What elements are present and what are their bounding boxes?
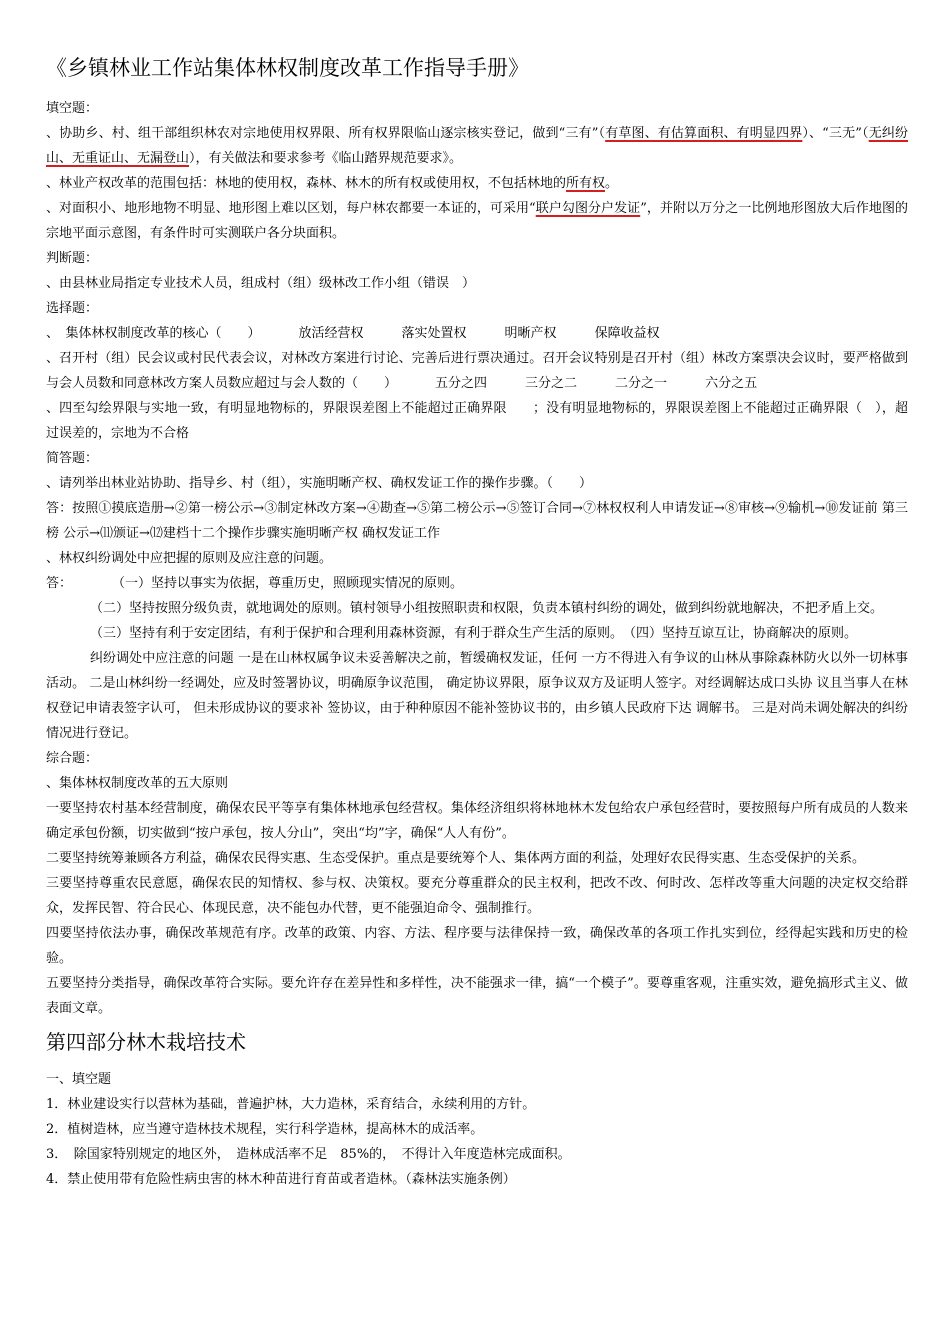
principle-1: 一要坚持农村基本经营制度，确保农民平等享有集体林地承包经营权。集体经济组织将林地林木发包给农户承包经营时，要按照每户所有成员的人数来确定承包份额，切实做到“按户承包，按人分山”，突出“均”字，确保“人人有份”。 xyxy=(46,801,908,841)
underlined-answer: 有草图、有估算面积、有明显四界 xyxy=(605,126,803,141)
short-answer-2-part-1 xyxy=(46,571,908,596)
question-text: 、召开村（组）民会议或村民代表会议，对林改方案进行讨论、完善后进行票决通过。召开会议特别是召开村（组）林改方案票决会议时，要严格做到与会人员数和同意林改方案人员数应超过与会人数的（ ） xyxy=(46,351,908,391)
fill-item-3 xyxy=(46,196,908,246)
answer-label: 答： xyxy=(46,576,73,591)
short-answer-2-part-2: （二）坚持按照分级负责，就地调处的原则。镇村领导小组按照职责和权限，负责本镇村纠纷的调处，做到纠纷就地解决，不把矛盾上交。 xyxy=(90,601,884,616)
principle-3: 三要坚持尊重农民意愿，确保农民的知情权、参与权、决策权。要充分尊重群众的民主权利，把改不改、何时改、怎样改等重大问题的决定权交给群众，发挥民智、符合民心、体现民意，决不能包办代替，更不能强迫命令、强制推行。 xyxy=(46,876,908,916)
fill-heading: 填空题： xyxy=(46,101,99,116)
option: 三分之二 xyxy=(525,376,578,391)
principle-2: 二要坚持统筹兼顾各方利益，确保农民得实惠、生态受保护。重点是要统筹个人、集体两方面的利益，处理好农民得实惠、生态受保护的关系。 xyxy=(46,851,866,866)
option: 六分之五 xyxy=(705,376,758,391)
text-run: 、对面积小、地形地物不明显、地形图上难以区划，每户林农都要一本证的，可采用“ xyxy=(46,201,536,216)
option: 放活经营权 xyxy=(298,326,364,341)
document-page xyxy=(46,50,908,1192)
part-4-item-2: 2．植树造林，应当遵守造林技术规程，实行科学造林，提高林木的成活率。 xyxy=(46,1122,484,1137)
fill-item-2 xyxy=(46,171,908,196)
judge-item-1: 、由县林业局指定专业技术人员，组成村（组）级林改工作小组（错误 ） xyxy=(46,276,476,291)
judge-heading: 判断题： xyxy=(46,251,99,266)
short-question-1: 、请列举出林业站协助、指导乡、村（组），实施明晰产权、确权发证工作的操作步骤。（ ） xyxy=(46,476,593,491)
short-heading: 简答题： xyxy=(46,451,99,466)
underlined-answer: 所有权 xyxy=(566,176,606,191)
text-run: 、林业产权改革的范围包括：林地的使用权，森林、林木的所有权或使用权，不包括林地的 xyxy=(46,176,567,191)
option: 明晰产权 xyxy=(504,326,557,341)
choice-item-3: 、四至勾绘界限与实地一致，有明显地物标的，界限误差图上不能超过正确界限 ；没有明显地物标的，界限误差图上不能超过正确界限（ ），超过误差的，宗地为不合格 xyxy=(46,401,908,441)
short-question-2: 、林权纠纷调处中应把握的原则及应注意的问题。 xyxy=(46,551,333,566)
short-answer-2-part-4: 纠纷调处中应注意的问题 一是在山林权属争议未妥善解决之前，暂缓确权发证，任何 一方不得进入有争议的山林从事除森林防火以外一切林事活动。 二是山林纠纷一经调处，应及时签署协议，明确原争议范围， 确定协议界限，原争议双方及证明人签字。对经调解达成口头协 议且当事人在林权登记申请表签字认可， 但未形成协议的要求补 签协议，由于种种原因不能补签协议书的，由乡镇人民政府下达 调解书。 三是对尚未调处解决的纠纷情况进行登记。 xyxy=(46,651,908,741)
comprehensive-heading: 综合题： xyxy=(46,751,99,766)
text-run: （一）坚持以事实为依据，尊重历史，照顾现实情况的原则。 xyxy=(112,576,464,591)
choice-item-2 xyxy=(46,346,908,396)
choice-item-1 xyxy=(46,321,908,346)
part-4-item-4: 4．禁止使用带有危险性病虫害的林木种苗进行育苗或者造林。（森林法实施条例） xyxy=(46,1172,516,1187)
option: 落实处置权 xyxy=(401,326,467,341)
principle-4: 四要坚持依法办事，确保改革规范有序。改革的政策、内容、方法、程序要与法律保持一致，确保改革的各项工作扎实到位，经得起实践和历史的检验。 xyxy=(46,926,908,966)
part-4-fill-heading: 一、填空题 xyxy=(46,1072,112,1087)
text-run: 。 xyxy=(605,176,619,191)
document-title: 《乡镇林业工作站集体林权制度改革工作指导手册》 xyxy=(46,56,529,80)
underlined-answer: 联户勾图分户发证 xyxy=(535,201,641,216)
principle-5: 五要坚持分类指导，确保改革符合实际。要允许存在差异性和多样性，决不能强求一律，搞“一个模子”。要尊重客观，注重实效，避免搞形式主义、做表面文章。 xyxy=(46,976,908,1016)
option: 五分之四 xyxy=(435,376,488,391)
choice-heading: 选择题： xyxy=(46,301,99,316)
question-text: 、 集体林权制度改革的核心（ ） xyxy=(46,326,261,341)
text-run: ”，并附以万分之一比例地形图放大后作地图的宗地平面示意图，有条件时可实测联户各分块面积。 xyxy=(46,201,908,241)
part-4-item-3: 3． 除国家特别规定的地区外， 造林成活率不足 85%的， 不得计入年度造林完成面积。 xyxy=(46,1147,571,1162)
text-run: ），有关做法和要求参考《临山踏界规范要求》。 xyxy=(189,151,463,166)
short-answer-2-part-3: （三）坚持有利于安定团结，有利于保护和合理利用森林资源，有利于群众生产生活的原则。 （四）坚持互谅互让，协商解决的原则。 xyxy=(90,626,858,641)
part-4-title: 第四部分林木栽培技术 xyxy=(46,1030,246,1054)
text-run: ）、“三无”（ xyxy=(802,126,869,141)
fill-item-1 xyxy=(46,121,908,171)
underlined-answer: 无纠纷山、无重证山、无漏登山 xyxy=(46,126,908,166)
short-answer-1: 答：按照①摸底造册→②第一榜公示→③制定林改方案→④勘查→⑤第二榜公示→⑤签订合同→⑦林权权利人申请发证→⑧审核→⑨输机→⑩发证前 第三榜 公示→⑾颁证→⑿建档十二个操作步骤实施明晰产权 确权发证工作 xyxy=(46,501,908,541)
option: 保障收益权 xyxy=(594,326,660,341)
text-run: 、协助乡、村、组干部组织林农对宗地使用权界限、所有权界限临山逐宗核实登记，做到“三有”（ xyxy=(46,126,606,141)
part-4-item-1: 1．林业建设实行以营林为基础，普遍护林，大力造林，采育结合，永续利用的方针。 xyxy=(46,1097,536,1112)
option: 二分之一 xyxy=(615,376,668,391)
comprehensive-question-1: 、集体林权制度改革的五大原则 xyxy=(46,776,229,791)
